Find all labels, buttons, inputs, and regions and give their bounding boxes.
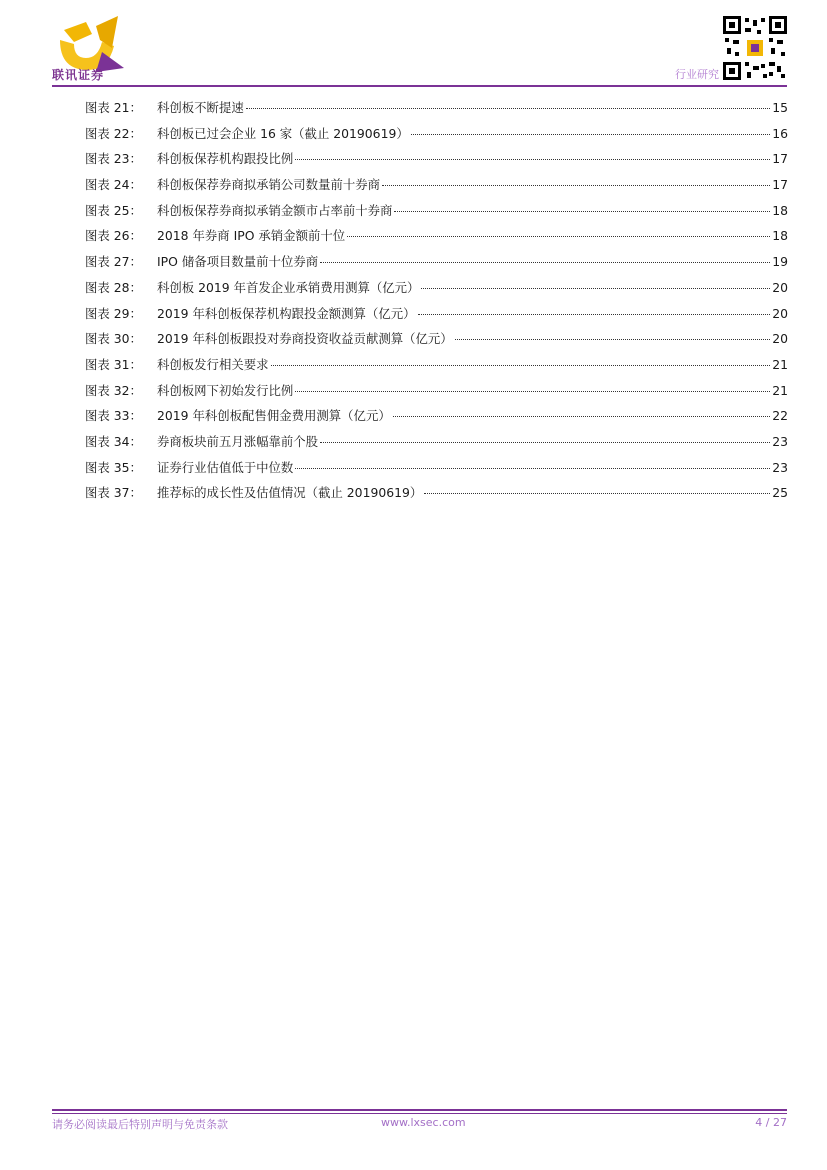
toc-leader-dots	[455, 339, 770, 340]
toc-leader-dots	[246, 108, 770, 109]
toc-leader-dots	[347, 236, 770, 237]
toc-figure-number: 图表 24：	[85, 177, 142, 193]
toc-leader-dots	[418, 314, 770, 315]
footer-website-link[interactable]: www.lxsec.com	[381, 1116, 466, 1129]
toc-page-number: 21	[772, 382, 788, 398]
toc-figure-number: 图表 26：	[85, 228, 142, 244]
toc-leader-dots	[271, 365, 770, 366]
toc-row[interactable]	[85, 252, 788, 278]
toc-figure-title: 科创板发行相关要求	[157, 356, 269, 372]
toc-row[interactable]	[85, 149, 788, 175]
toc-page-number: 17	[772, 177, 788, 193]
toc-page-number: 21	[772, 356, 788, 372]
toc-page-number: 25	[772, 485, 788, 501]
toc-figure-title: 2019 年科创板保荐机构跟投金额测算（亿元）	[157, 305, 416, 321]
toc-page-number: 20	[772, 305, 788, 321]
toc-row[interactable]	[85, 483, 788, 509]
toc-figure-number: 图表 37：	[85, 485, 142, 501]
toc-leader-dots	[411, 134, 770, 135]
toc-page-number: 17	[772, 151, 788, 167]
section-label: 行业研究	[675, 68, 719, 81]
toc-row[interactable]	[85, 381, 788, 407]
toc-figure-number: 图表 30：	[85, 331, 142, 347]
toc-figure-title: 证券行业估值低于中位数	[157, 459, 294, 475]
toc-figure-number: 图表 31：	[85, 356, 142, 372]
toc-leader-dots	[424, 493, 770, 494]
toc-page-number: 19	[772, 254, 788, 270]
toc-figure-title: 券商板块前五月涨幅靠前个股	[157, 433, 319, 449]
toc-leader-dots	[295, 468, 770, 469]
toc-row[interactable]	[85, 201, 788, 227]
toc-figure-title: 科创板保荐机构跟投比例	[157, 151, 294, 167]
toc-figure-title: 科创板网下初始发行比例	[157, 382, 294, 398]
toc-page-number: 22	[772, 408, 788, 424]
toc-row[interactable]	[85, 226, 788, 252]
toc-figure-number: 图表 35：	[85, 459, 142, 475]
qr-code-icon	[723, 16, 787, 80]
toc-figure-number: 图表 21：	[85, 100, 142, 115]
toc-row[interactable]	[85, 278, 788, 304]
toc-figure-number: 图表 28：	[85, 279, 142, 295]
toc-page-number: 23	[772, 459, 788, 475]
toc-figure-number: 图表 34：	[85, 433, 142, 449]
toc-page-number: 20	[772, 331, 788, 347]
toc-row[interactable]	[85, 98, 788, 124]
toc-figure-title: 科创板不断提速	[157, 100, 244, 115]
header-divider	[52, 85, 787, 87]
toc-row[interactable]	[85, 175, 788, 201]
footer-page-indicator: 4 / 27	[755, 1116, 787, 1129]
toc-row[interactable]	[85, 432, 788, 458]
toc-figure-title: 科创板 2019 年首发企业承销费用测算（亿元）	[157, 279, 420, 295]
toc-page-number: 16	[772, 125, 788, 141]
footer-divider	[52, 1109, 787, 1111]
toc-figure-number: 图表 22：	[85, 125, 142, 141]
toc-figure-number: 图表 33：	[85, 408, 142, 424]
toc-leader-dots	[320, 262, 770, 263]
toc-leader-dots	[382, 185, 770, 186]
toc-row[interactable]	[85, 304, 788, 330]
toc-row[interactable]	[85, 355, 788, 381]
toc-figure-number: 图表 32：	[85, 382, 142, 398]
toc-row[interactable]	[85, 329, 788, 355]
toc-figure-number: 图表 23：	[85, 151, 142, 167]
toc-figure-title: 2019 年科创板配售佣金费用测算（亿元）	[157, 408, 391, 424]
footer-divider-thin	[52, 1113, 787, 1114]
toc-figure-title: 2019 年科创板跟投对券商投资收益贡献测算（亿元）	[157, 331, 453, 347]
footer-disclaimer: 请务必阅读最后特别声明与免责条款	[52, 1118, 228, 1131]
toc-figure-title: 科创板保荐券商拟承销公司数量前十券商	[157, 177, 381, 193]
toc-leader-dots	[394, 211, 770, 212]
toc-figure-title: 2018 年券商 IPO 承销金额前十位	[157, 228, 346, 244]
toc-leader-dots	[320, 442, 770, 443]
toc-leader-dots	[295, 159, 770, 160]
toc-row[interactable]	[85, 124, 788, 150]
toc-page-number: 15	[772, 100, 788, 115]
toc-figure-number: 图表 25：	[85, 202, 142, 218]
toc-leader-dots	[393, 416, 770, 417]
toc-row[interactable]	[85, 406, 788, 432]
toc-page-number: 18	[772, 202, 788, 218]
toc-figure-title: IPO 储备项目数量前十位券商	[157, 254, 319, 270]
toc-row[interactable]	[85, 458, 788, 484]
figure-list	[85, 98, 788, 509]
toc-page-number: 23	[772, 433, 788, 449]
toc-leader-dots	[421, 288, 770, 289]
toc-page-number: 18	[772, 228, 788, 244]
toc-figure-title: 推荐标的成长性及估值情况（截止 20190619）	[157, 485, 423, 501]
toc-leader-dots	[295, 391, 770, 392]
toc-page-number: 20	[772, 279, 788, 295]
toc-figure-title: 科创板已过会企业 16 家（截止 20190619）	[157, 125, 409, 141]
toc-figure-number: 图表 29：	[85, 305, 142, 321]
toc-figure-number: 图表 27：	[85, 254, 142, 270]
company-name: 联讯证券	[52, 68, 105, 82]
toc-figure-title: 科创板保荐券商拟承销金额市占率前十券商	[157, 202, 393, 218]
